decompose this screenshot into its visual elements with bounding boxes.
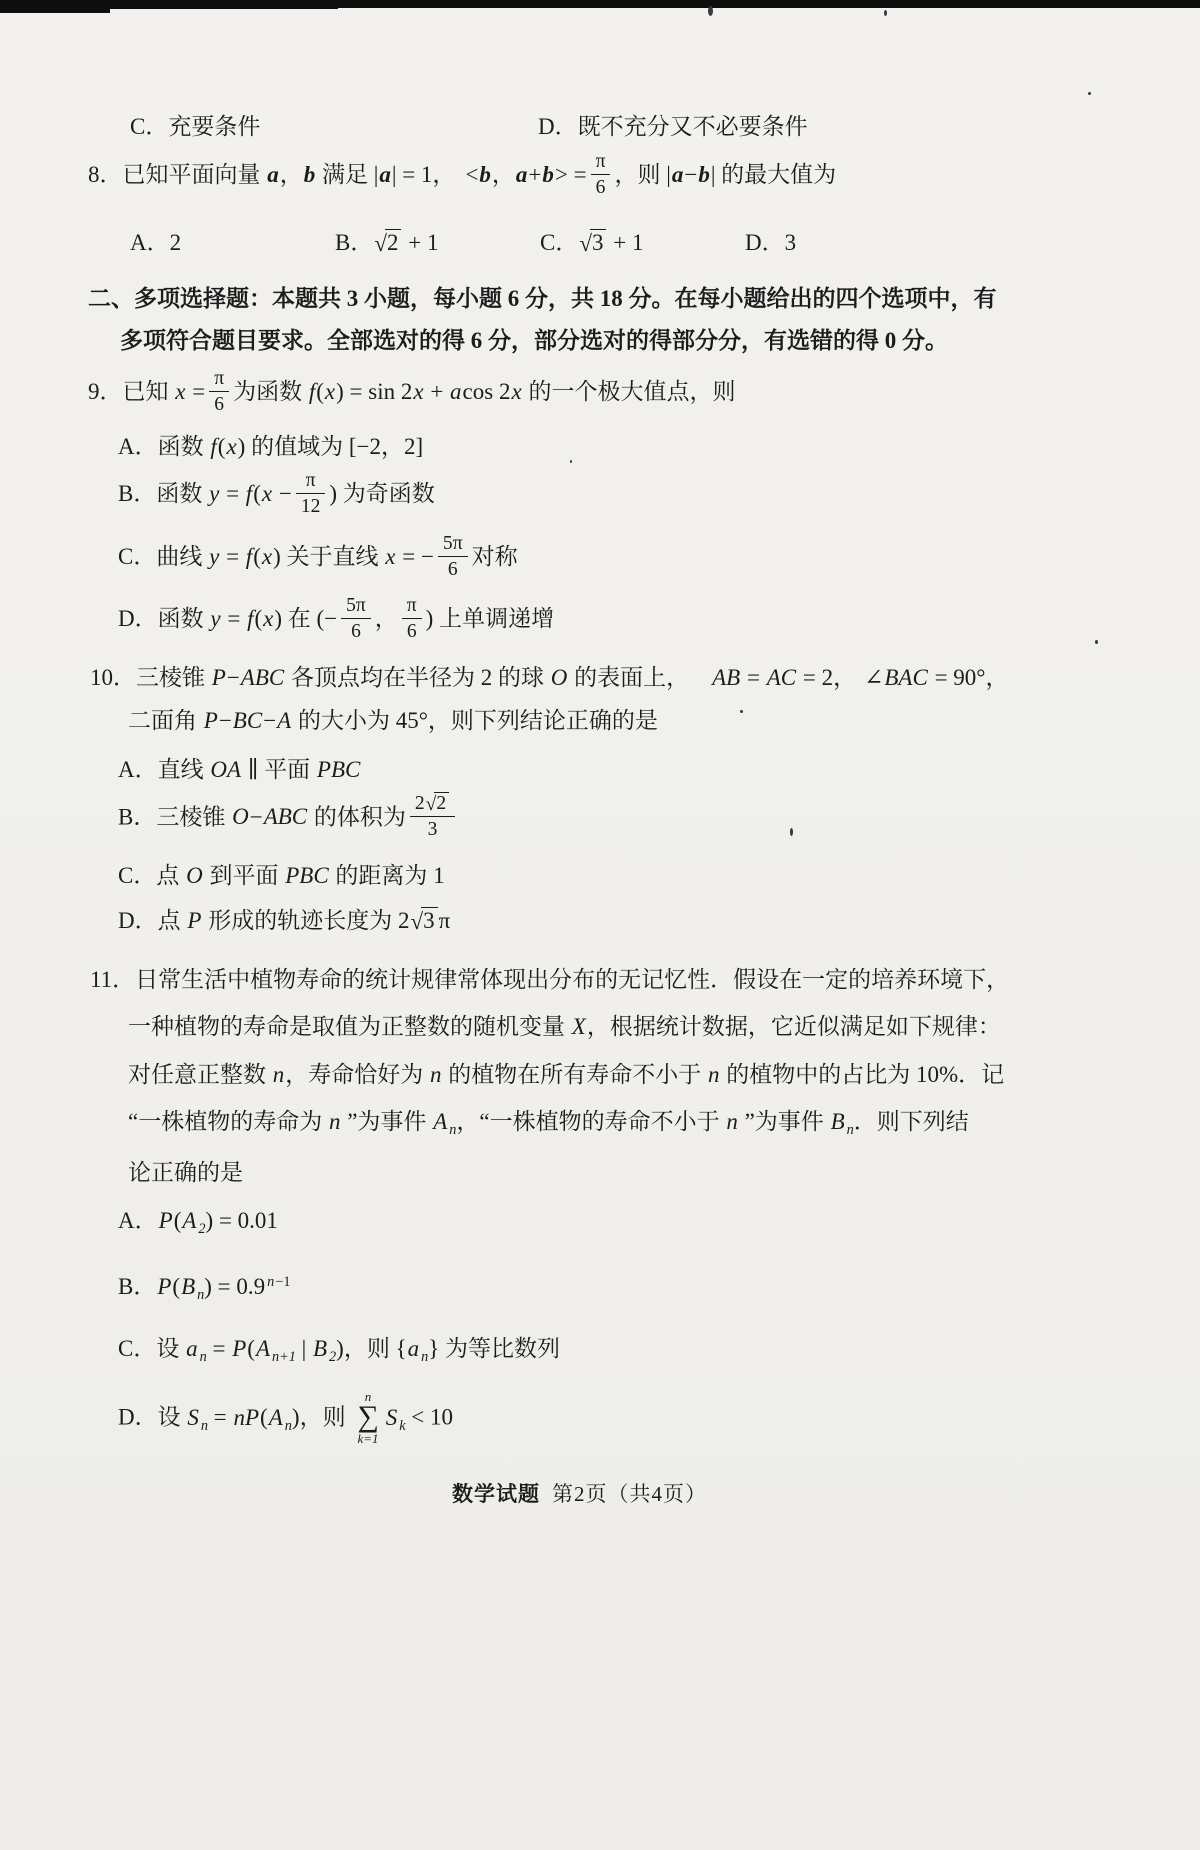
q7-option-d: D．既不充分又不必要条件 <box>538 114 808 139</box>
q11-option-a: A．P(A $_2$) = 0.01 <box>118 1208 278 1237</box>
q8-option-d: D．3 <box>745 230 797 255</box>
radical: √3 <box>410 906 437 936</box>
fraction: $\frac{\pi}{6}$ <box>591 150 611 200</box>
q11-stem-line4: “一株植物的寿命为 n ”为事件 A $_n$，“一株植物的寿命不小于 n ”为事件 B $_n$．则下列结 <box>128 1109 969 1138</box>
q11-stem-line5: 论正确的是 <box>128 1160 243 1185</box>
q11-stem-line1: 11．日常生活中植物寿命的统计规律常体现出分布的无记忆性．假设在一定的培养环境下， <box>90 967 1010 992</box>
q9-option-a: A．函数 f(x) 的值域为 [−2，2] <box>118 434 424 459</box>
page-footer <box>452 1481 707 1508</box>
q8-stem: 8．已知平面向量 a，b 满足 |a| = 1， <b，a+b> = $\frac{\pi}{6}$ ，则 |a−b| 的最大值为 <box>88 151 837 199</box>
footer-doc-title: 数学试题 <box>452 1482 540 1506</box>
footer-page-number: 第2页（共4页） <box>552 1482 707 1506</box>
q9-stem: 9．已知 x = $\frac{\pi}{6}$ 为函数 f(x) = sin 2x + acos 2x 的一个极大值点，则 <box>88 368 736 416</box>
q9-option-c: C．曲线 y = f(x) 关于直线 x = − $\frac{5\pi}{6}$ 对称 <box>118 533 518 581</box>
q8-option-a: A．2 <box>130 230 182 255</box>
scan-speck <box>570 460 572 463</box>
scan-artifact-bottom-bar <box>0 0 1200 8</box>
q11-stem-line2: 一种植物的寿命是取值为正整数的随机变量 X，根据统计数据，它近似满足如下规律： <box>128 1014 1001 1039</box>
section2-header-line2: 多项符合题目要求。全部选对的得 6 分，部分选对的得部分分，有选错的得 0 分。 <box>120 328 948 353</box>
q11-option-b: B．P(B $_n$) = 0.9 n−1 <box>118 1274 291 1303</box>
scan-speck <box>1095 640 1098 644</box>
q10-stem-line1: 10．三棱锥 P−ABC 各顶点均在半径为 2 的球 O 的表面上， AB = AC = 2， ∠BAC = 90°， <box>90 665 1009 690</box>
scan-speck <box>1088 92 1091 95</box>
q11-stem-line3: 对任意正整数 n，寿命恰好为 n 的植物在所有寿命不小于 n 的植物中的占比为 10%．记 <box>128 1062 1005 1087</box>
radical: √3 <box>579 228 606 258</box>
summation: n ∑ k=1 <box>357 1389 379 1446</box>
fraction: $\frac{\pi}{12}$ <box>296 469 326 519</box>
q10-option-b: B．三棱锥 O−ABC 的体积为 $\frac{2√2}{3}$ <box>118 794 459 844</box>
scan-speck <box>790 828 793 836</box>
scan-speck <box>708 6 713 16</box>
q8-option-c: C．√3 + 1 <box>540 230 644 256</box>
q10-option-c: C．点 O 到平面 PBC 的距离为 1 <box>118 863 445 888</box>
scan-speck <box>884 10 887 16</box>
scan-speck <box>740 710 743 713</box>
radical: √2 <box>374 228 401 258</box>
fraction: $\frac{\pi}{6}$ <box>209 367 229 417</box>
q10-option-d: D．点 P 形成的轨迹长度为 2√3 π <box>118 908 451 934</box>
q8-option-b: B．√2 + 1 <box>335 230 439 256</box>
q10-option-a: A．直线 OA ∥ 平面 PBC <box>118 757 361 782</box>
q11-option-d: D．设 S $_n$ = nP(A $_n$)，则 n ∑ k=1 S $_k$ < 10 <box>118 1389 454 1446</box>
q10-stem-line2: 二面角 P−BC−A 的大小为 45°，则下列结论正确的是 <box>128 708 658 733</box>
section2-header-line1: 二、多项选择题：本题共 3 小题，每小题 6 分，共 18 分。在每小题给出的四个选项中，有 <box>88 286 997 311</box>
fraction: $\frac{2√2}{3}$ <box>410 792 455 842</box>
radical: √2 <box>426 792 450 815</box>
q11-option-c: C．设 a $_n$ = P(A $_{n+1}$ | B $_2$)，则 {a $_n$} 为等比数列 <box>118 1336 561 1365</box>
q7-option-c: C．充要条件 <box>130 114 261 139</box>
q9-option-b: B．函数 y = f(x − $\frac{\pi}{12}$ ) 为奇函数 <box>118 470 435 518</box>
fraction: $\frac{5\pi}{6}$ <box>341 594 371 644</box>
q9-option-d: D．函数 y = f(x) 在 (− $\frac{5\pi}{6}$ ， $\frac{\pi}{6}$ ) 上单调递增 <box>118 595 555 643</box>
fraction: $\frac{5\pi}{6}$ <box>438 532 468 582</box>
fraction: $\frac{\pi}{6}$ <box>402 594 422 644</box>
